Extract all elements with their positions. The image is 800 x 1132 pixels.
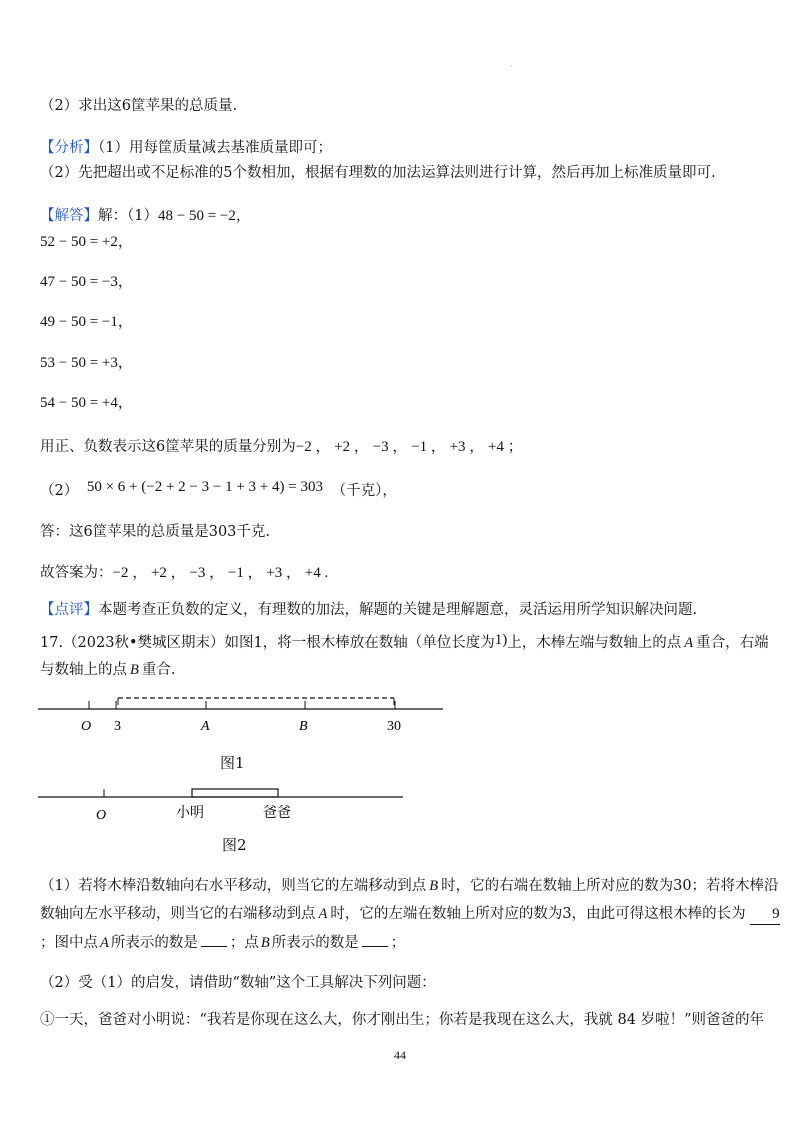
- figure-2-caption: 图2: [222, 836, 247, 854]
- part2-line-1: （2）受（1）的启发，请借助“数轴”这个工具解决下列问题：: [40, 975, 436, 991]
- part1-line-2: [40, 904, 780, 925]
- answer-summary: [40, 437, 523, 457]
- fig2-label-xiaoming: 小明: [176, 806, 204, 821]
- answer-conclusion: 答：这6筐苹果的总质量是303千克.: [40, 524, 271, 540]
- page-number: 44: [394, 1048, 406, 1062]
- q17-point-b: B: [130, 662, 139, 678]
- figure-1-caption: 图1: [220, 754, 245, 772]
- final-label: 故答案为：: [40, 565, 113, 581]
- part1-text-a: （1）若将木棒沿数轴向右水平移动，则当它的左端移动到点: [40, 878, 427, 894]
- part1-point-b: B: [429, 878, 439, 894]
- part1-text-b: 时，它的右端在数轴上所对应的数为30；若将木棒沿: [441, 878, 779, 894]
- comment-line: [40, 600, 697, 620]
- scan-speck: ·: [510, 62, 513, 71]
- answer-eq-2: 52 − 50 = +2，: [40, 234, 133, 250]
- q17-line-2: [40, 660, 175, 680]
- summary-text: 用正、负数表示这6筐苹果的质量分别为: [40, 439, 296, 455]
- answer-eq-1: 48 − 50 = −2，: [157, 208, 251, 224]
- fig1-label-a: A: [201, 719, 210, 734]
- q17-line-1: [40, 633, 769, 653]
- q17-text-a: 17.（2023秋•樊城区期末）如图1，将一根木棒放在数轴（单位长度为: [40, 635, 495, 651]
- q17-unit: 1): [494, 632, 508, 648]
- q17-text-d: 与数轴上的点: [40, 662, 127, 678]
- part1-line-1: [40, 876, 779, 896]
- answer-intro: 解：（1）: [98, 208, 158, 224]
- part1-point-a2: A: [100, 935, 109, 951]
- part1-text-f: 所表示的数是: [110, 935, 198, 951]
- answer-tag: 【解答】: [40, 208, 98, 224]
- answer-part2: [40, 481, 397, 501]
- comment-text: 本题考查正负数的定义，有理数的加法，解题的关键是理解题意，灵活运用所学知识解决问题.: [98, 602, 698, 618]
- point-b-answer-blank[interactable]: [362, 946, 388, 947]
- comment-tag: 【点评】: [40, 602, 98, 618]
- answer-final: [40, 563, 328, 583]
- fig2-label-baba: 爸爸: [263, 806, 291, 821]
- part1-text-g: ；点: [229, 935, 259, 951]
- fig1-label-3: 3: [114, 719, 121, 734]
- answer-eq-4: 49 − 50 = −1，: [40, 314, 133, 330]
- q17-text-c: 重合，右端: [696, 635, 769, 651]
- final-values: −2 ， +2 ， −3 ， −1 ， +3 ， +4 .: [112, 565, 329, 581]
- analysis-text-1: （1）用每筐质量减去基准质量即可；: [98, 140, 332, 156]
- point-a-answer-blank[interactable]: [201, 946, 227, 947]
- part2-equation: 50 × 6 + (−2 + 2 − 3 − 1 + 3 + 4) = 303: [86, 479, 323, 495]
- figure-1-number-line: [0, 690, 800, 735]
- fig1-label-b: B: [299, 719, 308, 734]
- summary-values: −2 ， +2 ， −3 ， −1 ， +3 ， +4 ；: [295, 439, 523, 455]
- part1-point-b2: B: [260, 935, 270, 951]
- fig2-label-o: O: [96, 808, 107, 822]
- part1-text-h: 所表示的数是: [271, 935, 359, 951]
- q17-text-b: 上，木棒左端与数轴上的点: [507, 635, 682, 651]
- q2-title: （2）求出这6筐苹果的总质量.: [40, 98, 238, 114]
- part1-text-d: 时，它的左端在数轴上所对应的数为3，由此可得这根木棒的长为: [330, 906, 746, 922]
- part1-text-e: ；图中点: [40, 935, 98, 951]
- part1-line-3: [40, 933, 405, 953]
- fig1-label-30: 30: [387, 719, 401, 734]
- fig1-label-o: O: [81, 719, 92, 734]
- answer-line-1: [40, 206, 251, 226]
- analysis-line-2: （2）先把超出或不足标准的5个数相加，根据有理数的加法运算法则进行计算，然后再加上标准质量即可.: [40, 165, 716, 181]
- part1-text-c: 数轴向左水平移动，则当它的右端移动到点: [40, 906, 316, 922]
- q17-text-e: 重合.: [141, 662, 176, 678]
- part1-text-i: ；: [390, 935, 406, 951]
- answer-eq-5: 53 − 50 = +3，: [40, 355, 133, 371]
- part2-line-2: ①一天，爸爸对小明说：“我若是你现在这么大，你才刚出生；你若是我现在这么大，我就 84 岁啦！”则爸爸的年: [40, 1012, 764, 1028]
- part2-unit: （千克），: [331, 483, 397, 499]
- analysis-line-1: [40, 138, 332, 158]
- figure-2-number-line: [0, 782, 800, 822]
- analysis-tag: 【分析】: [40, 140, 98, 156]
- length-answer-blank[interactable]: 9: [750, 904, 780, 925]
- answer-eq-6: 54 − 50 = +4，: [40, 395, 133, 411]
- part1-point-a: A: [318, 906, 328, 922]
- answer-eq-3: 47 − 50 = −3，: [40, 274, 133, 290]
- part2-label: （2）: [40, 483, 79, 499]
- q17-point-a: A: [684, 635, 694, 651]
